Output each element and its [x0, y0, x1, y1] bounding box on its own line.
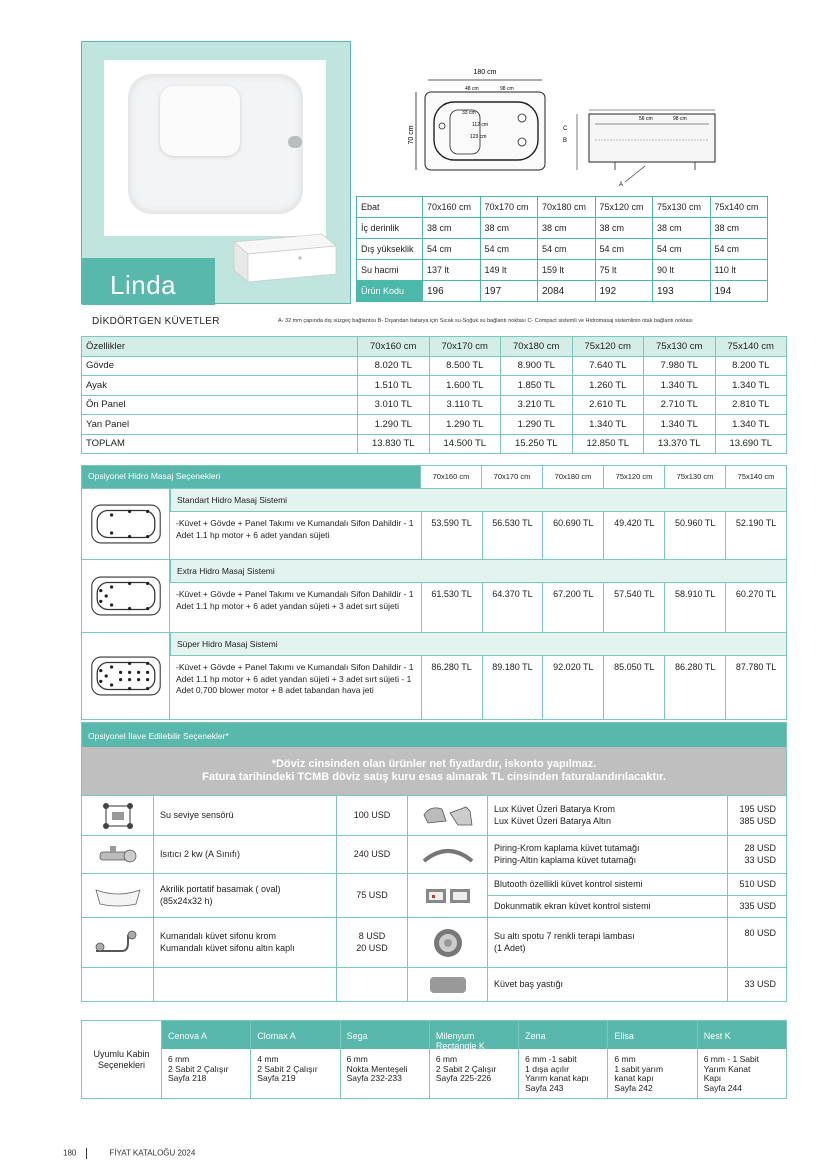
- hydro-price: 60.270 TL: [725, 582, 786, 632]
- spec-label: Su hacmi: [357, 260, 423, 281]
- hydro-price: 86.280 TL: [664, 655, 725, 719]
- spec-value: 54 cm: [710, 239, 768, 260]
- cabin-option: [698, 1021, 786, 1098]
- cabin-info-line: Yarım kanat kapı: [525, 1073, 589, 1083]
- cabin-info-line: Kapı: [703, 1073, 722, 1083]
- spec-value: 38 cm: [653, 218, 711, 239]
- spec-value: 38 cm: [710, 218, 768, 239]
- price-value: 1.340 TL: [644, 376, 716, 396]
- side-dim-2: 98 cm: [673, 116, 687, 122]
- cabin-info: [430, 1049, 518, 1084]
- spec-value: 75x130 cm: [653, 197, 711, 218]
- option-row: [82, 917, 786, 967]
- cabin-info: [698, 1049, 786, 1093]
- option-price: 75 USD: [356, 889, 388, 900]
- compatible-cabins: [81, 1020, 787, 1099]
- option-name: Su altı spotu 7 renkli terapi lambası: [494, 931, 635, 941]
- hydro-system-body: [82, 511, 786, 559]
- price-value: 1.290 TL: [429, 415, 501, 435]
- cabin-option: [608, 1021, 697, 1098]
- spec-row: [357, 218, 768, 239]
- price-row: [82, 415, 787, 435]
- hydro-column-header: 75x120 cm: [603, 466, 664, 488]
- price-value: 1.290 TL: [501, 415, 573, 435]
- price-row: [82, 395, 787, 415]
- cabin-info: [251, 1049, 339, 1084]
- bathtub-seat: [160, 86, 240, 156]
- option-name: Piring-Krom kaplama küvet tutamağı: [494, 843, 640, 853]
- spec-value: 54 cm: [653, 239, 711, 260]
- cabin-info-line: Sayfa 218: [168, 1073, 207, 1083]
- option-price-2: 385 USD: [739, 815, 776, 826]
- option-name: Akrilik portatif basamak ( oval): [160, 884, 281, 894]
- grab-handle-icon: [408, 836, 488, 873]
- cabin-info-line: 2 Sabit 2 Çalışır: [168, 1063, 229, 1074]
- hydro-column-header: 75x140 cm: [725, 466, 786, 488]
- price-value: 1.510 TL: [358, 376, 430, 396]
- spec-value: 2084: [538, 281, 596, 302]
- price-value: 3.010 TL: [358, 395, 430, 415]
- cabin-title: Cenova A: [162, 1021, 250, 1049]
- hydro-price: 85.050 TL: [603, 655, 664, 719]
- hydro-column-header: 70x170 cm: [481, 466, 542, 488]
- price-label: Ön Panel: [82, 395, 358, 415]
- side-dim-1: 56 cm: [639, 116, 653, 122]
- cabin-option: [519, 1021, 608, 1098]
- hydro-price: 58.910 TL: [664, 582, 725, 632]
- spec-value: 90 lt: [653, 260, 711, 281]
- price-label: Yan Panel: [82, 415, 358, 435]
- option-name-2: Lux Küvet Üzeri Batarya Altın: [494, 815, 612, 826]
- hydro-price: 86.280 TL: [421, 655, 482, 719]
- drawing-dim-4: 112 cm: [472, 122, 489, 128]
- option-row: [82, 967, 786, 1001]
- underwater-light-icon: [408, 918, 488, 967]
- option-price: 33 USD: [744, 978, 776, 989]
- cabin-info-line: 2 Sabit 2 Çalışır: [435, 1063, 497, 1074]
- options-table: [81, 722, 787, 1002]
- hydro-price: 56.530 TL: [482, 511, 543, 559]
- spec-row: [357, 197, 768, 218]
- spec-value: 70x180 cm: [538, 197, 596, 218]
- option-name-2: Dokunmatik ekran küvet kontrol sistemi: [488, 895, 727, 917]
- price-label: TOPLAM: [82, 434, 358, 454]
- hydro-price: 57.540 TL: [603, 582, 664, 632]
- price-header-row: [82, 337, 787, 357]
- spec-value: 38 cm: [480, 218, 538, 239]
- cabin-title: Zena: [519, 1021, 607, 1049]
- price-value: 8.500 TL: [429, 356, 501, 376]
- drain-siphon-icon: [82, 918, 154, 967]
- cabin-info-line: 6 mm: [435, 1054, 458, 1064]
- cabin-info-line: 6 mm: [614, 1054, 636, 1064]
- spec-value: 194: [710, 281, 768, 302]
- cabin-info: [341, 1049, 429, 1084]
- price-value: 12.850 TL: [572, 434, 644, 454]
- spec-value: 70x170 cm: [480, 197, 538, 218]
- price-header-cell: 75x140 cm: [715, 337, 787, 357]
- drawing-width-label: 180 cm: [473, 69, 497, 76]
- spec-value: 193: [653, 281, 711, 302]
- options-title: Opsiyonel İlave Edilebilir Seçenekler*: [82, 723, 786, 747]
- cabin-title: Clomax A: [251, 1021, 339, 1049]
- step-stool-icon: [82, 874, 154, 917]
- option-name: Lux Küvet Üzeri Batarya Krom: [494, 804, 616, 814]
- cabin-title: Elisa: [608, 1021, 696, 1049]
- option-price-2: 20 USD: [356, 942, 388, 953]
- hydro-price: 49.420 TL: [603, 511, 664, 559]
- spec-value: 70x160 cm: [423, 197, 481, 218]
- hydro-jet-diagram-icon: [82, 633, 170, 719]
- cabin-info-line: Sayfa 244: [703, 1082, 742, 1093]
- option-price: 28 USD: [744, 843, 776, 853]
- cabin-title: Sega: [341, 1021, 429, 1049]
- bathtub-panel-image: [226, 224, 338, 284]
- spec-row: [357, 239, 768, 260]
- price-value: 1.340 TL: [715, 376, 787, 396]
- option-row: [82, 873, 786, 917]
- price-value: 3.110 TL: [429, 395, 501, 415]
- bathtub-photo: [104, 60, 326, 236]
- cabin-info-line: 6 mm: [346, 1054, 368, 1064]
- cabin-info-line: kanat kapı: [614, 1073, 654, 1083]
- price-row: [82, 434, 787, 454]
- option-name: Blutooth özellikli küvet kontrol sistemi: [494, 878, 643, 889]
- notice-line-2: Fatura tarihindeki TCMB döviz satış kuru esas alınarak TL cinsinden faturalandırılacaktır.: [202, 771, 666, 783]
- price-header-cell: 70x170 cm: [429, 337, 501, 357]
- spec-label: Ürün Kodu: [357, 281, 423, 302]
- cabin-info-line: 6 mm -1 sabit: [525, 1054, 577, 1064]
- spec-value: 54 cm: [480, 239, 538, 260]
- section-title: DİKDÖRTGEN KÜVETLER: [92, 316, 220, 327]
- price-value: 13.370 TL: [644, 434, 716, 454]
- bathtub-image: [128, 74, 303, 214]
- spec-value: 38 cm: [423, 218, 481, 239]
- hydro-price: 53.590 TL: [421, 511, 482, 559]
- price-value: 1.340 TL: [715, 415, 787, 435]
- hydro-massage-table: [81, 465, 787, 720]
- cabin-info-line: 2 Sabit 2 Çalışır: [257, 1063, 318, 1074]
- option-row: [82, 835, 786, 873]
- price-value: 1.290 TL: [358, 415, 430, 435]
- spec-value: 159 lt: [538, 260, 596, 281]
- price-header-cell: 75x120 cm: [572, 337, 644, 357]
- option-row: [82, 795, 786, 835]
- spec-value: 38 cm: [538, 218, 596, 239]
- spec-label: Ebat: [357, 197, 423, 218]
- hydro-system-name: Extra Hidro Masaj Sistemi: [170, 560, 786, 582]
- option-price: 240 USD: [353, 848, 391, 859]
- hydro-system-body: [82, 655, 786, 719]
- cabin-option: [430, 1021, 519, 1098]
- hydro-price: 61.530 TL: [421, 582, 482, 632]
- spec-value: 197: [480, 281, 538, 302]
- price-row: [82, 376, 787, 396]
- hydro-system-desc: -Küvet + Gövde + Panel Takımı ve Kumandalı Sifon Dahildir - 1 Adet 1.1 hp motor + 6 adet yandan süjeti + 3 adet sırt süjeti: [170, 582, 421, 632]
- option-name-2: Piring-Altın kaplama küvet tutamağı: [494, 854, 637, 865]
- option-name: Su seviye sensörü: [160, 809, 234, 820]
- option-price-2: 33 USD: [744, 854, 776, 865]
- option-name-2: Kumandalı küvet sifonu altın kaplı: [160, 942, 295, 953]
- spec-value: 54 cm: [423, 239, 481, 260]
- cabin-label: Uyumlu Kabin Seçenekleri: [82, 1021, 162, 1098]
- product-name-banner: [82, 258, 215, 305]
- price-value: 1.850 TL: [501, 376, 573, 396]
- price-row: [82, 356, 787, 376]
- price-value: 13.690 TL: [715, 434, 787, 454]
- hydro-price: 92.020 TL: [542, 655, 603, 719]
- hydro-header: [82, 466, 786, 488]
- side-label-c: C: [563, 126, 568, 132]
- spec-value: 38 cm: [595, 218, 653, 239]
- price-value: 1.340 TL: [572, 415, 644, 435]
- price-value: 1.600 TL: [429, 376, 501, 396]
- option-price: 100 USD: [353, 809, 391, 820]
- option-name: Isıtıcı 2 kw (A Sınıfı): [160, 848, 241, 859]
- option-name: Küvet baş yastığı: [494, 978, 564, 989]
- cabin-info-line: Nokta Menteşeli: [346, 1063, 408, 1074]
- cabin-info-line: 1 sabit yarım: [614, 1063, 664, 1074]
- option-name: Kumandalı küvet sifonu krom: [160, 931, 277, 941]
- spec-value: 196: [423, 281, 481, 302]
- spec-value: 54 cm: [538, 239, 596, 260]
- price-label: Gövde: [82, 356, 358, 376]
- price-value: 7.640 TL: [572, 356, 644, 376]
- spec-value: 75x120 cm: [595, 197, 653, 218]
- drawing-dim-3: 33 cm: [462, 110, 476, 116]
- price-value: 3.210 TL: [501, 395, 573, 415]
- hydro-price: 64.370 TL: [482, 582, 543, 632]
- spec-value: 192: [595, 281, 653, 302]
- spec-value: 110 lt: [710, 260, 768, 281]
- drain-icon: [288, 136, 302, 148]
- faucet-icon: [408, 796, 488, 835]
- price-value: 8.020 TL: [358, 356, 430, 376]
- hydro-column-header: 70x180 cm: [542, 466, 603, 488]
- price-value: 2.810 TL: [715, 395, 787, 415]
- side-label-b: B: [563, 138, 568, 144]
- price-value: 15.250 TL: [501, 434, 573, 454]
- cabin-title: Nest K: [698, 1021, 786, 1049]
- hydro-jet-diagram-icon: [82, 560, 170, 632]
- price-value: 2.610 TL: [572, 395, 644, 415]
- price-value: 1.260 TL: [572, 376, 644, 396]
- spec-label: İç derinlik: [357, 218, 423, 239]
- technical-drawing-top-view: [410, 60, 555, 180]
- cabin-info-line: 4 mm: [257, 1054, 279, 1064]
- price-value: 8.900 TL: [501, 356, 573, 376]
- cabin-option: [341, 1021, 430, 1098]
- price-value: 8.200 TL: [715, 356, 787, 376]
- spec-row: [357, 281, 768, 302]
- cabin-info-line: Yarım Kanat: [703, 1063, 751, 1074]
- technical-drawing-side-view: [555, 100, 720, 195]
- hydro-column-header: 70x160 cm: [420, 466, 481, 488]
- hydro-system-body: [82, 582, 786, 632]
- hydro-system: [82, 559, 786, 632]
- drawing-depth-label: 70 cm: [408, 125, 415, 145]
- hydro-price: 89.180 TL: [482, 655, 543, 719]
- price-label: Ayak: [82, 376, 358, 396]
- cabin-info-line: Sayfa 232-233: [346, 1073, 402, 1083]
- cabin-info-line: Sayfa 242: [614, 1082, 653, 1093]
- spec-value: 54 cm: [595, 239, 653, 260]
- side-label-a: A: [619, 182, 624, 188]
- hydro-system: [82, 488, 786, 559]
- cabin-info: [162, 1049, 250, 1084]
- cabin-info-line: Sayfa 225-226: [435, 1073, 492, 1083]
- cabin-info-line: 6 mm: [168, 1054, 190, 1064]
- page-footer: [63, 1148, 195, 1159]
- hydro-system-name: Süper Hidro Masaj Sistemi: [170, 633, 786, 655]
- cabin-info: [519, 1049, 607, 1093]
- price-value: 13.830 TL: [358, 434, 430, 454]
- hydro-price: 60.690 TL: [542, 511, 603, 559]
- spec-value: 137 lt: [423, 260, 481, 281]
- notice-line-1: *Döviz cinsinden olan ürünler net fiyatlardır, iskonto yapılmaz.: [271, 758, 597, 770]
- product-name: Linda: [110, 270, 177, 300]
- section-note: A- 32 mm çapında dış süzgeç bağlantısı B- Dışarıdan batarya için Sıcak su-Soğuk su bağlantı noktası C- Compact sistemli ve Hidromasaj sistemlinin otak bağlantı noktası: [278, 318, 693, 324]
- drawing-dim-1: 48 cm: [465, 86, 479, 92]
- headrest-icon: [408, 968, 488, 1001]
- hydro-jet-diagram-icon: [82, 489, 170, 559]
- hydro-column-header: 75x130 cm: [664, 466, 725, 488]
- cabin-info-line: Sayfa 243: [525, 1082, 564, 1093]
- price-value: 2.710 TL: [644, 395, 716, 415]
- spec-row: [357, 260, 768, 281]
- cabin-info-line: 6 mm - 1 Sabit: [703, 1054, 759, 1064]
- hydro-price: 52.190 TL: [725, 511, 786, 559]
- cabin-title: Milenyum Rectangle K: [430, 1021, 518, 1049]
- page-number: 180: [63, 1148, 77, 1158]
- spec-value: 75 lt: [595, 260, 653, 281]
- control-panel-icon: [408, 874, 488, 917]
- hydro-price: 87.780 TL: [725, 655, 786, 719]
- currency-notice: [82, 747, 786, 795]
- option-price: 80 USD: [744, 928, 776, 938]
- product-hero: [81, 41, 351, 304]
- hydro-system-name: Standart Hidro Masaj Sistemi: [170, 489, 786, 511]
- option-name-2: (1 Adet): [494, 942, 526, 953]
- price-header-cell: 75x130 cm: [644, 337, 716, 357]
- option-price-2: 335 USD: [728, 895, 786, 917]
- spec-value: 149 lt: [480, 260, 538, 281]
- spec-table: [356, 196, 768, 302]
- hydro-price: 67.200 TL: [542, 582, 603, 632]
- hydro-title: Opsiyonel Hidro Masaj Seçenekleri: [82, 466, 420, 488]
- cabin-info-line: Sayfa 219: [257, 1073, 296, 1083]
- option-price: 510 USD: [739, 878, 776, 889]
- hydro-system-desc: -Küvet + Gövde + Panel Takımı ve Kumandalı Sifon Dahildir - 1 Adet 1.1 hp motor + 6 adet yandan süjeti: [170, 511, 421, 559]
- hydro-system-desc: -Küvet + Gövde + Panel Takımı ve Kumandalı Sifon Dahildir - 1 Adet 1.1 hp motor + 6 adet yandan süjeti + 3 adet sırt süjeti - 1 Adet 0,700 blower motor + 8 adet tabandan hava jeti: [170, 655, 421, 719]
- price-value: 14.500 TL: [429, 434, 501, 454]
- spec-value: 75x140 cm: [710, 197, 768, 218]
- cabin-info: [608, 1049, 696, 1093]
- price-value: 7.980 TL: [644, 356, 716, 376]
- level-sensor-icon: [82, 796, 154, 835]
- price-table: [81, 336, 787, 454]
- price-value: 1.340 TL: [644, 415, 716, 435]
- hydro-system: [82, 632, 786, 719]
- catalog-title: FİYAT KATALOĞU 2024: [109, 1148, 196, 1158]
- price-header-cell: 70x160 cm: [358, 337, 430, 357]
- cabin-option: [162, 1021, 251, 1098]
- price-header-cell: 70x180 cm: [501, 337, 573, 357]
- heater-icon: [82, 836, 154, 873]
- cabin-info-line: 1 dışa açılır: [525, 1063, 570, 1074]
- cabin-option: [251, 1021, 340, 1098]
- price-header-cell: Özellikler: [82, 337, 358, 357]
- option-price: 8 USD: [358, 931, 386, 941]
- option-name-2: (85x24x32 h): [160, 895, 213, 906]
- drawing-dim-5: 123 cm: [470, 134, 487, 140]
- option-price: 195 USD: [739, 804, 776, 814]
- hydro-price: 50.960 TL: [664, 511, 725, 559]
- spec-label: Dış yükseklik: [357, 239, 423, 260]
- drawing-dim-2: 98 cm: [500, 86, 514, 92]
